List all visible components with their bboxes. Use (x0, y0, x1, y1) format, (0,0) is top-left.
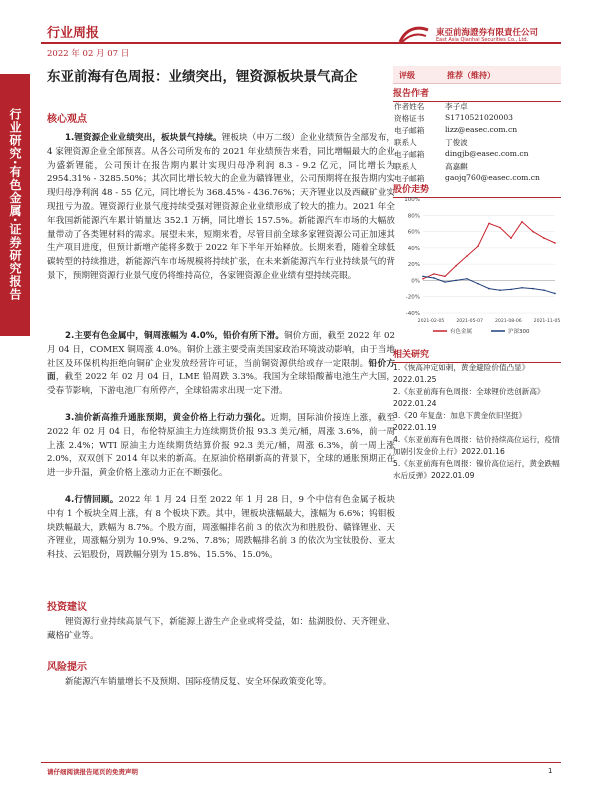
series-point (510, 289, 512, 291)
author-row (393, 101, 561, 113)
series-point (554, 242, 556, 244)
chart-heading: 股价走势 (393, 182, 561, 198)
paragraph-4-lead: 4.行情回顾。 (65, 495, 119, 505)
series-point (444, 281, 446, 283)
x-tick-label: 2021-02-05 (417, 319, 445, 324)
series-point (488, 288, 490, 290)
author-field-label: 资格证书 (394, 114, 425, 123)
related-item[interactable]: 1.《恢高冲定如刺，黄金避险价值凸显》2022.01.25 (393, 363, 530, 384)
paragraph-3 (47, 412, 395, 481)
series-point (433, 273, 435, 275)
author-field-label: 作者姓名 (394, 102, 425, 111)
paragraph-4 (47, 494, 395, 563)
paragraph-1-lead: 1.锂资源企业业绩突出，板块景气持续。 (65, 133, 222, 143)
series-point (521, 287, 523, 289)
paragraph-1-text: 锂板块（申万二级）企业业绩预告全部发布，4 家锂资源企业全部预喜。从各公司所发布的 2021 年业绩预告来看，同比增幅最大的企业为盛新锂能，公司预计在报告期内累计实现归母净利润 8.3 - 9.2 亿元，同比增长为 2954.31% - 3285.50%；其次同比增长较大的企业为赣锋锂业，公司预期将在报告期内实现归母净利润 48 - 55 亿元，同比增长为 368.45% - 436.76%；天齐锂业以及西藏矿业实现扭亏为盈。锂资源行业景气度持续受强对锂资源企业业绩形成了较大的推力。2021 年全年我国新能源汽车累计销量达 352.1 万辆，同比增长 157.5%。新能源汽车市场的大幅放量带动了各类锂材料的需求。展望未来，短期来看，尽管目前全球多家锂资源公司正加速其生产项目进度，但预计新增产能将多数于 2022 年下半年开始释放。长期来看，随着全球低碳转型的持续推进，新能源汽车市场规模将持续扩张，在未来新能源汽车行业持续景气的背景下，预期锂资源行业景气度仍将维持高位，各家锂资源企业业绩有望持续亮眼。 (47, 133, 395, 281)
author-field-value: 丁俊波 (445, 138, 468, 147)
author-row (393, 125, 561, 137)
series-point (444, 276, 446, 278)
series-point (422, 278, 424, 280)
series-point (477, 245, 479, 247)
footer-rule (41, 762, 561, 763)
paragraph-4-text: 2022 年 1 月 24 日至 2022 年 1 月 28 日，9 个中信有色金属子板块中有 1 个板块全周上涨，有 8 个板块下跌。其中，锂板块涨幅最大，涨幅为 6.6%；钨钼板块跌幅最大，跌幅为 8.7%。个股方面，周涨幅排名前 3 的依次为和胜股份、赣锋锂业、天齐锂业，周涨幅分别为 10.9%、9.2%、7.8%；周跌幅排名前 3 的依次为宝钛股份、亚太科技、云铝股份，周跌幅分别为 15.8%、15.5%、15.0%。 (47, 495, 395, 561)
paragraph-2-lead: 2.主要有色金属中，铜周涨幅为 4.0%，铅价有所下滑。 (65, 331, 285, 341)
author-field-label: 联系人 (394, 138, 417, 147)
y-tick-label: 40% (407, 245, 420, 252)
author-field-value: S1710521020003 (445, 113, 514, 122)
author-row (393, 113, 561, 125)
series-point (422, 276, 424, 278)
author-field-value: 高嘉麒 (445, 162, 468, 171)
paragraph-2 (47, 330, 395, 399)
invest-text: 锂资源行业持续高景气下，新能源上游生产企业或将受益，如：盐湖股份、天齐锂业、藏格矿业等。 (47, 617, 395, 641)
related-item[interactable]: 4.《东亚前海有色周报：钴价持续高位运行，疫情加剧引发金价上行》2022.01.16 (393, 435, 560, 456)
series-point (455, 265, 457, 267)
report-title: 东亚前海有色周报：业绩突出，锂资源板块景气高企 (47, 69, 358, 85)
series-point (488, 223, 490, 225)
author-field-label: 电子邮箱 (394, 150, 425, 159)
disclaimer-note: 请仔细阅读报告尾页的免责声明 (47, 768, 138, 776)
company-logo (398, 24, 558, 46)
paragraph-2-text-b: ，截至 2022 年 02 月 04 日，LME 铅周跌 3.3%。我国为全球铅酸蓄电池生产大国，受春节影响，下游电池厂有所停产，全球铅需求出现一定下滑。 (47, 372, 395, 397)
rating-bar (393, 66, 561, 84)
author-row (393, 149, 561, 161)
y-tick-label: 0% (411, 278, 420, 285)
page-number: 1 (548, 767, 553, 775)
author-row (393, 137, 561, 149)
series-point (477, 283, 479, 285)
report-date: 2022 年 02 月 07 日 (47, 49, 130, 59)
y-tick-label: -20% (405, 294, 420, 301)
series-point (532, 288, 534, 290)
series-line-1 (423, 276, 555, 293)
related-item[interactable]: 3.《20 年复盘：加息下黄金依旧坚挺》2022.01.19 (393, 411, 527, 432)
y-tick-label: -40% (405, 311, 420, 317)
y-tick-label: 80% (407, 213, 420, 220)
authors-heading: 报告作者 (393, 86, 561, 102)
y-tick-label: 20% (407, 262, 420, 269)
series-point (466, 278, 468, 280)
paragraph-2-text: 铜价方面，截至 2022 年 02 月 04 日，COMEX 铜周涨 4.0%。铜价上涨主要受南美国家政治环境波动影响，由于当地社区及环保机构拒绝向铜矿企业发放经营许可证，当前铜资源供给或存一定限制。 (47, 331, 395, 369)
legend-label: 沪深300 (508, 329, 530, 335)
author-field-value: 李子卓 (445, 102, 468, 111)
series-point (543, 237, 545, 239)
paragraph-1 (47, 132, 395, 284)
logo-text-en: East Asia Qianhai Securities Co., Ltd. (436, 37, 529, 43)
series-line-0 (423, 222, 555, 279)
series-point (532, 231, 534, 233)
report-type: 行业周报 (47, 26, 100, 41)
x-tick-label: 2021-05-07 (456, 319, 484, 324)
series-point (466, 255, 468, 257)
related-heading: 相关研究 (393, 347, 561, 363)
x-tick-label: 2021-08-06 (494, 319, 522, 324)
y-tick-label: 100% (404, 197, 420, 203)
legend-label: 有色金属 (450, 329, 473, 335)
invest-heading: 投资建议 (47, 602, 87, 613)
stock-chart (393, 193, 561, 340)
author-field-label: 联系人 (394, 162, 417, 171)
related-item[interactable]: 5.《东亚前海有色周报：镍价高位运行，黄金跌幅水后反弹》2022.01.09 (393, 459, 560, 480)
author-row (393, 161, 561, 173)
x-tick-label: 2021-11-05 (533, 319, 561, 324)
author-field-value[interactable]: lizz@easec.com.cn (445, 125, 518, 134)
rating-label: 评级 (399, 71, 415, 80)
paragraph-3-text: 近期，国际油价接连上涨，截至 2022 年 02 月 04 日，布伦特原油主力连续期货价报 93.3 美元/桶，周涨 3.6%，前一周上涨 2.4%；WTI 原油主力连续期货结算价报 92.3 美元/桶，周涨 6.3%，前一周上涨 2.0%，双双创下 2014 年以来的新高。在原油价格刷新高的背景下，全球的通胀预期正在进一步升温，黄金价格上涨动力正在不断强化。 (47, 413, 395, 479)
related-item[interactable]: 2.《东亚前海有色周报：全球锂价迭创新高》2022.01.24 (393, 387, 545, 408)
series-point (499, 227, 501, 229)
risk-text: 新能源汽车销量增长不及预期、国际疫情反复、安全环保政策变化等。 (65, 677, 332, 687)
series-point (510, 237, 512, 239)
logo-icon (398, 24, 430, 44)
core-views-heading: 核心观点 (47, 114, 87, 125)
author-field-value[interactable]: dingjb@easec.com.cn (445, 149, 529, 158)
logo-text-cn: 東亞前海證券有限責任公司 (436, 28, 539, 38)
series-point (455, 280, 457, 282)
series-point (554, 293, 556, 295)
paragraph-3-lead: 3.油价新高推升通胀预期，黄金价格上行动力强化。 (65, 413, 271, 423)
series-point (543, 289, 545, 291)
side-banner: 行业研究·有色金属·证券研究报告 (0, 74, 30, 336)
y-tick-label: 60% (407, 229, 420, 236)
series-point (433, 277, 435, 279)
series-point (521, 221, 523, 223)
author-field-label: 电子邮箱 (394, 174, 425, 183)
paragraph-2-lead-b: 铅价方面 (47, 358, 395, 383)
author-field-value[interactable]: gaojq760@easec.com.cn (445, 173, 540, 182)
rating-value: 推荐（维持） (447, 71, 495, 80)
risk-heading: 风险提示 (47, 662, 87, 673)
author-field-label: 电子邮箱 (394, 126, 425, 135)
series-point (499, 289, 501, 291)
